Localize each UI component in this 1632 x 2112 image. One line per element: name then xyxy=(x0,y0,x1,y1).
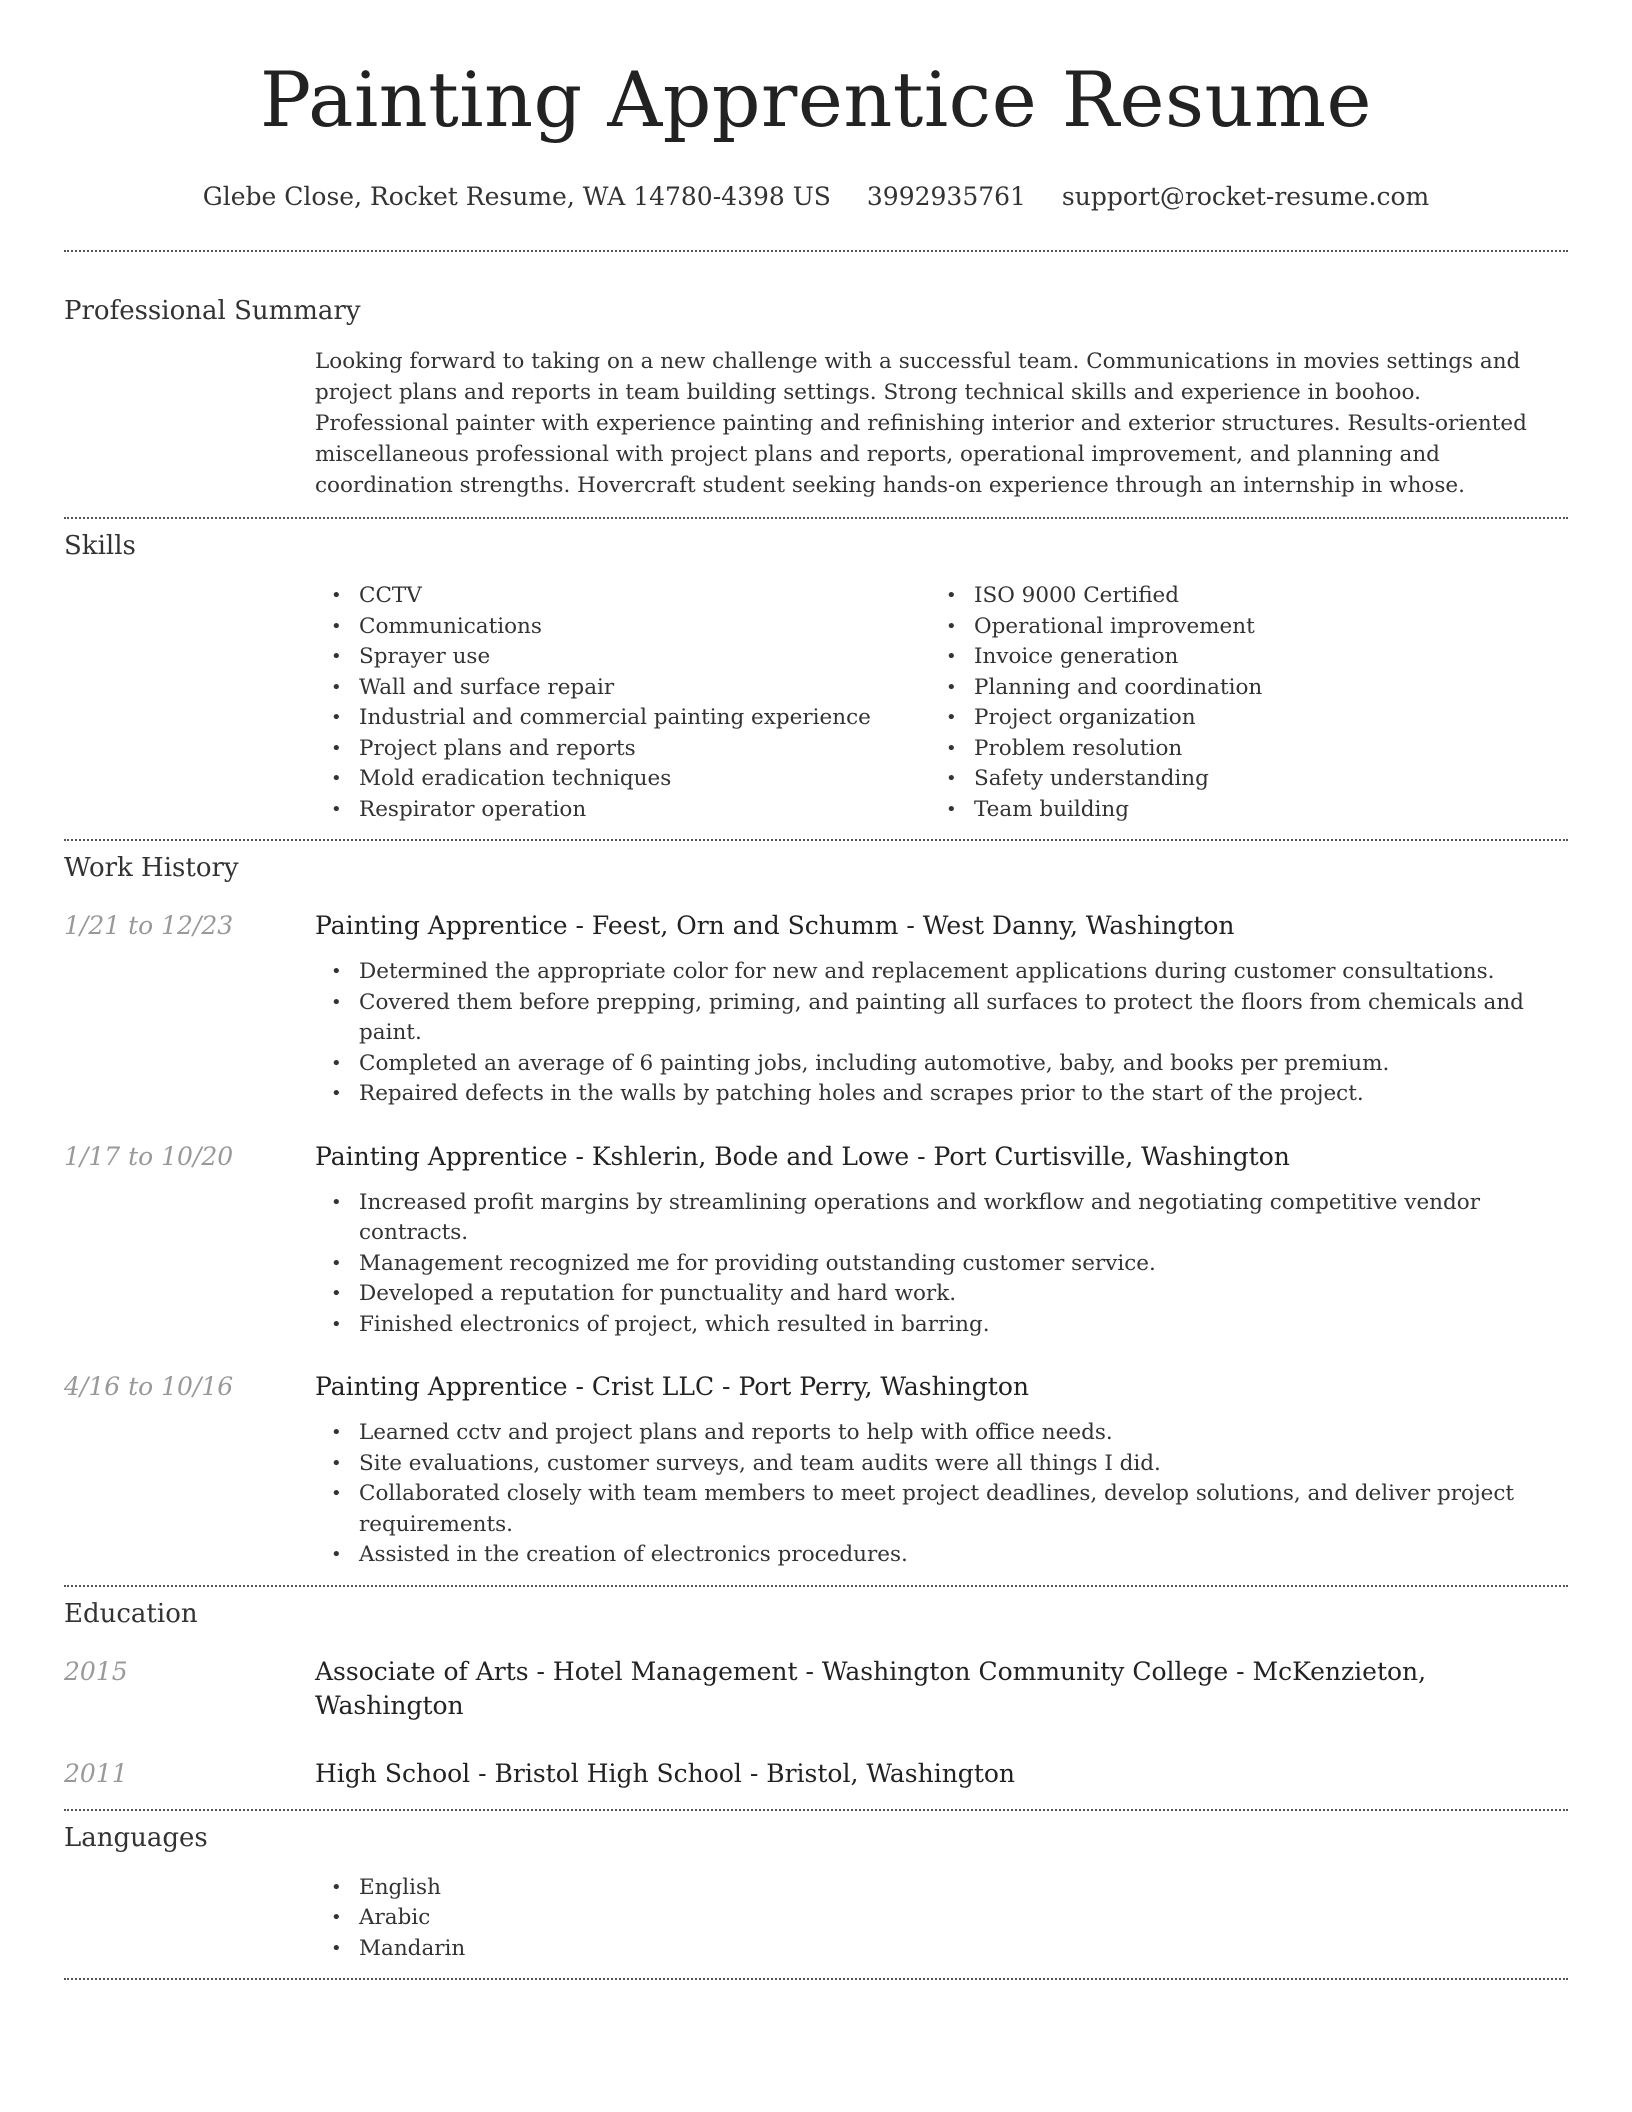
job-entry xyxy=(64,1370,1568,1571)
job-entry xyxy=(64,1140,1568,1341)
skill-item: • Wall and surface repair xyxy=(315,673,930,704)
job-entry xyxy=(64,909,1568,1110)
divider xyxy=(64,1809,1568,1811)
skill-item: • Respirator operation xyxy=(315,795,930,826)
divider xyxy=(64,839,1568,841)
job-bullet: • Site evaluations, customer surveys, and team audits were all things I did. xyxy=(315,1449,1568,1480)
education-year: 2011 xyxy=(64,1758,128,1788)
summary-section xyxy=(64,294,1568,501)
resume-title: Painting Apprentice Resume xyxy=(259,55,1373,144)
skills-list-right xyxy=(930,581,1545,825)
skill-item: • Problem resolution xyxy=(930,734,1545,765)
resume-page xyxy=(64,0,1568,1980)
skill-item: • Operational improvement xyxy=(930,612,1545,643)
skill-item: • Planning and coordination xyxy=(930,673,1545,704)
section-heading-education: Education xyxy=(64,1598,198,1629)
divider xyxy=(64,250,1568,252)
skill-item: • ISO 9000 Certified xyxy=(930,581,1545,612)
job-bullet: • Learned cctv and project plans and reports to help with office needs. xyxy=(315,1418,1568,1449)
job-title: Painting Apprentice - Feest, Orn and Schumm - West Danny, Washington xyxy=(315,911,1235,940)
job-dates: 1/17 to 10/20 xyxy=(64,1141,234,1171)
language-item: • Arabic xyxy=(315,1903,1568,1934)
skill-item: • Team building xyxy=(930,795,1545,826)
job-dates: 1/21 to 12/23 xyxy=(64,911,234,940)
skill-item: • Safety understanding xyxy=(930,764,1545,795)
job-bullets xyxy=(315,1418,1568,1571)
contact-address: Glebe Close, Rocket Resume, WA 14780-4398 US xyxy=(202,182,831,211)
language-item: • English xyxy=(315,1873,1568,1904)
education-entry xyxy=(64,1757,1568,1791)
skill-item: • Project plans and reports xyxy=(315,734,930,765)
job-dates: 4/16 to 10/16 xyxy=(64,1372,234,1401)
languages-section xyxy=(64,1821,1568,1965)
contact-line xyxy=(64,180,1568,214)
language-item: • Mandarin xyxy=(315,1934,1568,1965)
education-entry xyxy=(64,1655,1568,1723)
divider xyxy=(64,1585,1568,1587)
skill-item: • CCTV xyxy=(315,581,930,612)
divider xyxy=(64,1978,1568,1980)
job-bullet: • Covered them before prepping, priming, and painting all surfaces to protect the floors from chemicals and paint. xyxy=(315,988,1568,1049)
job-bullet: • Collaborated closely with team members to meet project deadlines, develop solutions, and deliver project requirements. xyxy=(315,1479,1568,1540)
divider xyxy=(64,517,1568,519)
job-bullets xyxy=(315,1188,1568,1341)
job-bullet: • Determined the appropriate color for new and replacement applications during customer consultations. xyxy=(315,957,1568,988)
job-bullet: • Management recognized me for providing outstanding customer service. xyxy=(315,1249,1568,1280)
education-title: Associate of Arts - Hotel Management - Washington Community College - McKenzieton, Washington xyxy=(315,1656,1427,1720)
contact-phone: 3992935761 xyxy=(866,182,1026,211)
education-year: 2015 xyxy=(64,1656,128,1686)
section-heading-skills: Skills xyxy=(64,531,136,561)
skill-item: • Invoice generation xyxy=(930,642,1545,673)
job-bullet: • Increased profit margins by streamlining operations and workflow and negotiating competitive vendor contracts. xyxy=(315,1188,1568,1249)
education-title: High School - Bristol High School - Bristol, Washington xyxy=(315,1758,1016,1788)
job-bullet: • Completed an average of 6 painting jobs, including automotive, baby, and books per premium. xyxy=(315,1049,1568,1080)
job-bullets xyxy=(315,957,1568,1110)
job-title: Painting Apprentice - Crist LLC - Port Perry, Washington xyxy=(315,1372,1030,1401)
job-bullet: • Finished electronics of project, which resulted in barring. xyxy=(315,1310,1568,1341)
job-bullet: • Assisted in the creation of electronics procedures. xyxy=(315,1540,1568,1571)
summary-text: Looking forward to taking on a new challenge with a successful team. Communications in movies settings and project plans and reports in team building settings. Strong technical skills and experience in boohoo. Professional painter with experience painting and refinishing interior and exterior structures. Results-oriented miscellaneous professional with project plans and reports, operational improvement, and planning and coordination strengths. Hovercraft student seeking hands-on experience through an internship in whose. xyxy=(315,349,1527,498)
skill-item: • Industrial and commercial painting experience xyxy=(315,703,930,734)
skill-item: • Sprayer use xyxy=(315,642,930,673)
section-heading-summary: Professional Summary xyxy=(64,296,361,326)
job-title: Painting Apprentice - Kshlerin, Bode and Lowe - Port Curtisville, Washington xyxy=(315,1141,1290,1171)
contact-email: support@rocket-resume.com xyxy=(1061,182,1430,211)
skills-section xyxy=(64,529,1568,825)
skills-list-left xyxy=(315,581,930,825)
skill-item: • Mold eradication techniques xyxy=(315,764,930,795)
education-section xyxy=(64,1597,1568,1791)
job-bullet: • Developed a reputation for punctuality and hard work. xyxy=(315,1279,1568,1310)
job-bullet: • Repaired defects in the walls by patching holes and scrapes prior to the start of the project. xyxy=(315,1079,1568,1110)
languages-list xyxy=(315,1873,1568,1965)
work-history-section xyxy=(64,851,1568,1571)
skill-item: • Communications xyxy=(315,612,930,643)
section-heading-languages: Languages xyxy=(64,1822,208,1853)
skill-item: • Project organization xyxy=(930,703,1545,734)
section-heading-work: Work History xyxy=(64,853,239,883)
